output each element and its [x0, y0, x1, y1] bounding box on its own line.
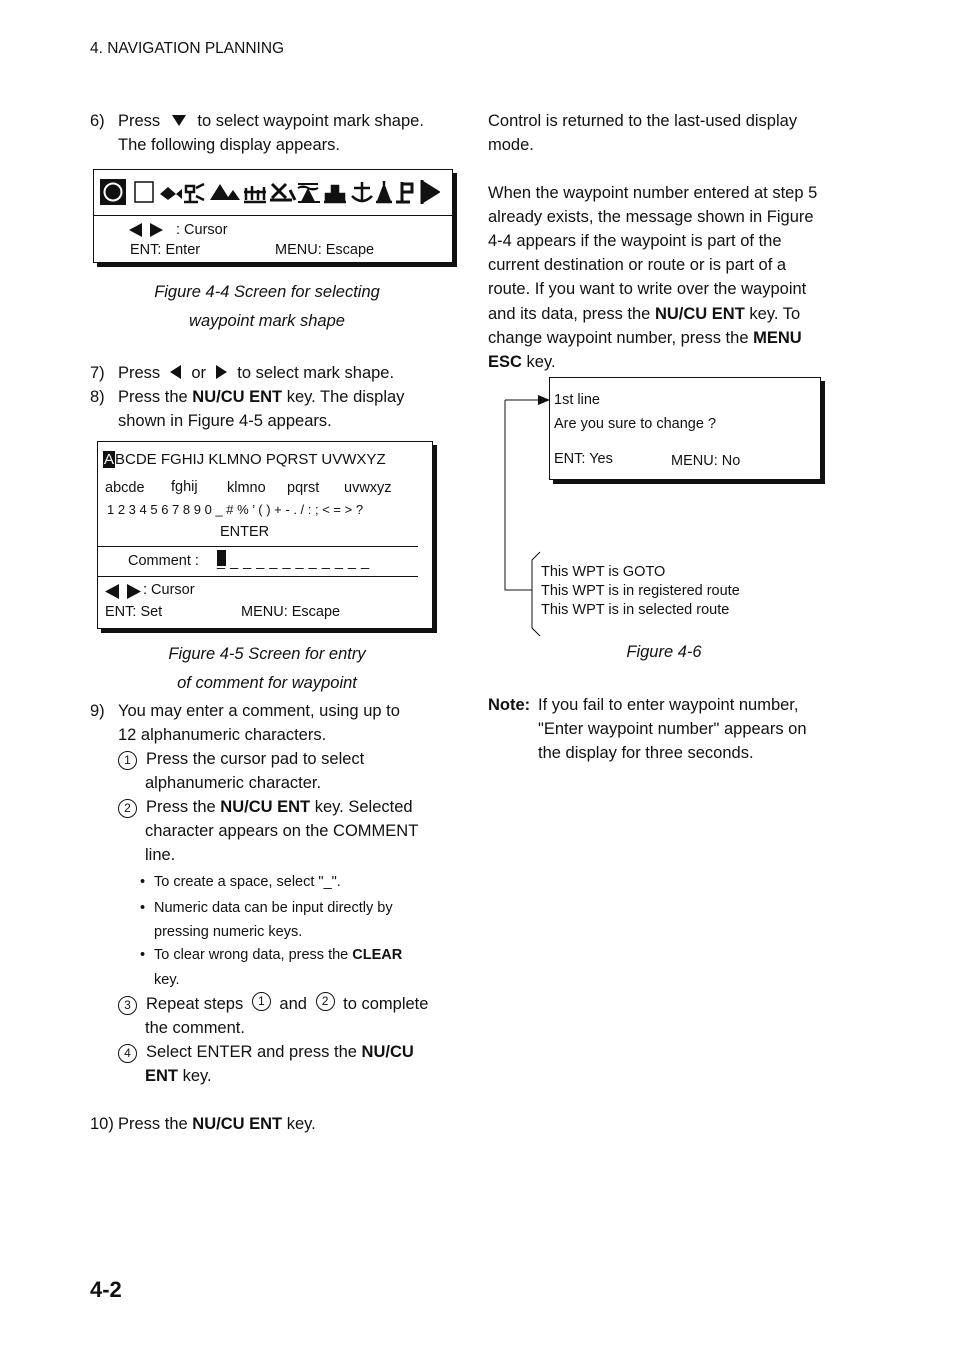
para-2-line6-pre: and its data, press the [488, 305, 651, 323]
para-2-line8-post: key. [526, 353, 556, 371]
substep-1-line1: Press the cursor pad to select [146, 750, 365, 768]
bullet-space: • To create a space, select "_". [154, 874, 341, 891]
figure-4-5-set-label: ENT: Set [105, 604, 163, 620]
substep-1-number: 1 [118, 751, 137, 770]
para-1-line2: mode. [488, 136, 534, 154]
waypoint-mark-shapes-icon [100, 178, 440, 208]
step-6-line2: The following display appears. [118, 136, 340, 154]
alphabet-lower-4: pqrst [287, 480, 320, 496]
para-1-line1: Control is returned to the last-used display [488, 112, 798, 130]
alphabet-row-upper [103, 451, 386, 468]
substep-1-line2: alphanumeric character. [145, 774, 322, 792]
substep-2-post: key. Selected [314, 798, 413, 816]
note-label-text: Note: [488, 696, 531, 714]
substep-2 [118, 795, 413, 819]
running-header: 4. NAVIGATION PLANNING [90, 40, 285, 57]
step-10-post: key. [286, 1115, 316, 1133]
figure-4-5-escape-label: MENU: Escape [241, 604, 341, 620]
para-2-line6-post: key. To [749, 305, 801, 323]
bullet-numeric-line1: • Numeric data can be input directly by [154, 900, 393, 917]
alphabet-lower-2: fghij [171, 479, 198, 495]
numeric-symbol-row: 1 2 3 4 5 6 7 8 9 0 _ # % ’ ( ) + - . / : ; < = > ? [107, 502, 364, 517]
step-7-number: 7) [90, 364, 105, 382]
wpt-option-selected-route: This WPT is in selected route [541, 602, 730, 618]
substep-4-pre: Select ENTER and press the [146, 1043, 357, 1061]
enter-option: ENTER [220, 524, 270, 540]
step-7-or: or [191, 364, 207, 382]
step-6-post: to select waypoint mark shape. [197, 112, 424, 130]
right-arrow-icon [216, 365, 228, 379]
step-9-line2: 12 alphanumeric characters. [118, 726, 327, 744]
substep-2-key: NU/CU ENT [220, 798, 311, 816]
substep-3-and: and [279, 995, 307, 1013]
para-2-line2: already exists, the message shown in Figure [488, 208, 814, 226]
figure-4-4-enter-label: ENT: Enter [130, 242, 201, 258]
figure-4-4-cursor-label: : Cursor [176, 222, 228, 238]
step-10-key: NU/CU ENT [192, 1115, 283, 1133]
step-7-pre: Press [118, 364, 161, 382]
comment-field: _ _ _ _ _ _ _ _ _ _ _ _ [217, 554, 370, 570]
substep-4-line2 [145, 1064, 212, 1088]
bullet-clear-pre: To clear wrong data, press the [154, 947, 349, 963]
bullet-clear-key: CLEAR [352, 947, 403, 963]
bullet-numeric-line2: pressing numeric keys. [154, 924, 303, 940]
substep-2-number: 2 [118, 799, 137, 818]
substep-4-number: 4 [118, 1044, 137, 1063]
cursor-character: A [104, 451, 115, 468]
wpt-option-registered-route: This WPT is in registered route [541, 583, 740, 599]
dialog-question: Are you sure to change ? [554, 416, 717, 432]
para-2-line7-pre: change waypoint number, press the [488, 329, 749, 347]
figure-4-5-cursor-label: : Cursor [143, 582, 195, 598]
figure-4-4-caption-1: Figure 4-4 Screen for selecting [154, 283, 380, 301]
step-7-post: to select mark shape. [237, 364, 395, 382]
figure-4-4-escape-label: MENU: Escape [275, 242, 375, 258]
page-number: 4-2 [90, 1277, 122, 1302]
step-10-pre: Press the [118, 1115, 188, 1133]
substep-2-line2: character appears on the COMMENT [145, 822, 419, 840]
alphabet-lower-3: klmno [227, 480, 266, 496]
dialog-yes: ENT: Yes [554, 451, 613, 467]
figure-4-4-caption-2: waypoint mark shape [189, 312, 345, 330]
substep-1 [118, 747, 364, 771]
left-arrow-icon [170, 365, 182, 379]
para-2-line5: route. If you want to write over the waypoint [488, 280, 807, 298]
para-2-line8-key: ESC [488, 353, 522, 371]
para-2-line8 [488, 350, 556, 374]
step-8-text [118, 385, 404, 409]
step-8-key: NU/CU ENT [192, 388, 283, 406]
substep-4-key-1: NU/CU [361, 1043, 414, 1061]
figure-4-6-caption: Figure 4-6 [626, 643, 702, 661]
alphabet-upper-rest: BCDE FGHIJ KLMNO PQRST UVWXYZ [115, 451, 386, 468]
alphabet-lower-5: uvwxyz [344, 480, 392, 496]
dialog-no: MENU: No [671, 453, 741, 469]
para-2-line7-key: MENU [753, 329, 802, 347]
para-2-line4: current destination or route or is part of a [488, 256, 787, 274]
substep-3-ref-1: 1 [252, 992, 271, 1011]
dialog-first-line: 1st line [554, 392, 600, 408]
step-8-number: 8) [90, 388, 105, 406]
substep-3-number: 3 [118, 996, 137, 1015]
left-right-arrows-icon [105, 584, 141, 599]
para-2-line6 [488, 302, 800, 326]
bullet-clear [154, 947, 402, 964]
figure-4-5-caption-2: of comment for waypoint [177, 674, 357, 692]
substep-4 [118, 1040, 414, 1064]
bullet-clear-line2: key. [154, 972, 180, 988]
step-6-pre: Press [118, 112, 161, 130]
step-7-text [118, 361, 394, 385]
note-label [488, 693, 530, 717]
figure-4-5-divider-1 [98, 546, 418, 547]
wpt-option-goto: This WPT is GOTO [541, 564, 666, 580]
alphabet-lower-1: abcde [105, 480, 145, 496]
step-8-pre: Press the [118, 388, 188, 406]
figure-4-4-screen [93, 169, 453, 263]
step-9-line1: You may enter a comment, using up to [118, 702, 400, 720]
substep-3-post: to complete [343, 995, 429, 1013]
substep-3 [118, 992, 428, 1016]
substep-2-pre: Press the [146, 798, 216, 816]
step-6-number: 6) [90, 112, 105, 130]
figure-4-5-screen [97, 441, 433, 629]
note-line1: If you fail to enter waypoint number, [538, 696, 799, 714]
substep-3-line2: the comment. [145, 1019, 245, 1037]
step-10-text [118, 1112, 316, 1136]
figure-4-4-divider [94, 215, 452, 216]
comment-label: Comment : [128, 553, 199, 569]
step-6-text [118, 109, 424, 133]
substep-3-ref-2: 2 [316, 992, 335, 1011]
note-line2: "Enter waypoint number" appears on [538, 720, 807, 738]
step-8-line2: shown in Figure 4-5 appears. [118, 412, 332, 430]
para-2-line6-key: NU/CU ENT [654, 305, 745, 323]
left-right-arrows-icon [129, 223, 165, 237]
substep-2-line3: line. [145, 846, 176, 864]
step-10-number: 10) [90, 1115, 114, 1133]
step-8-post: key. The display [286, 388, 405, 406]
figure-4-5-caption-1: Figure 4-5 Screen for entry [168, 645, 366, 663]
substep-4-key-2: ENT [145, 1067, 178, 1085]
para-2-line7 [488, 326, 802, 350]
figure-4-6-dialog [549, 377, 821, 480]
para-2-line3: 4-4 appears if the waypoint is part of the [488, 232, 782, 250]
substep-4-post: key. [182, 1067, 212, 1085]
substep-3-pre: Repeat steps [146, 995, 244, 1013]
note-line3: the display for three seconds. [538, 744, 754, 762]
para-2-line1: When the waypoint number entered at step 5 [488, 184, 818, 202]
figure-4-5-divider-2 [98, 576, 418, 577]
step-9-number: 9) [90, 702, 105, 720]
down-arrow-icon [171, 113, 187, 127]
